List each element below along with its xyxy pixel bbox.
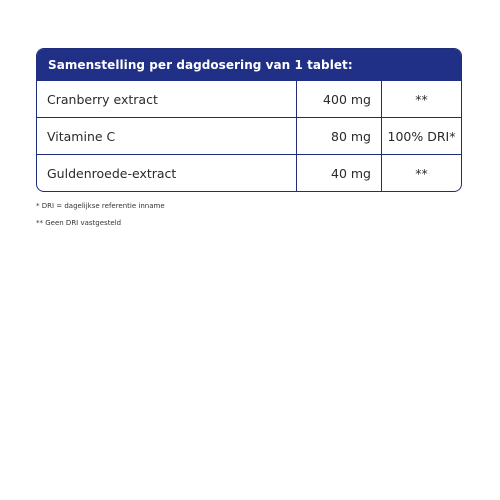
ingredient-amount: 80 mg	[297, 118, 382, 154]
footnote-no-dri: ** Geen DRI vastgesteld	[36, 219, 122, 227]
footnotes	[36, 203, 165, 237]
ingredient-dri: 100% DRI*	[387, 128, 456, 144]
table-row	[37, 117, 461, 154]
table-body	[37, 81, 461, 191]
ingredient-dri: **	[415, 91, 428, 107]
table-header: Samenstelling per dagdosering van 1 tablet:	[37, 49, 461, 81]
ingredient-amount: 400 mg	[297, 81, 382, 117]
ingredient-name: Cranberry extract	[37, 81, 297, 117]
composition-table	[36, 48, 462, 192]
footnote-dri: * DRI = dagelijkse referentie inname	[36, 202, 165, 210]
table-row	[37, 81, 461, 117]
ingredient-name: Guldenroede-extract	[37, 155, 297, 191]
ingredient-name: Vitamine C	[37, 118, 297, 154]
ingredient-amount: 40 mg	[297, 155, 382, 191]
table-row	[37, 154, 461, 191]
ingredient-dri: **	[415, 165, 428, 181]
